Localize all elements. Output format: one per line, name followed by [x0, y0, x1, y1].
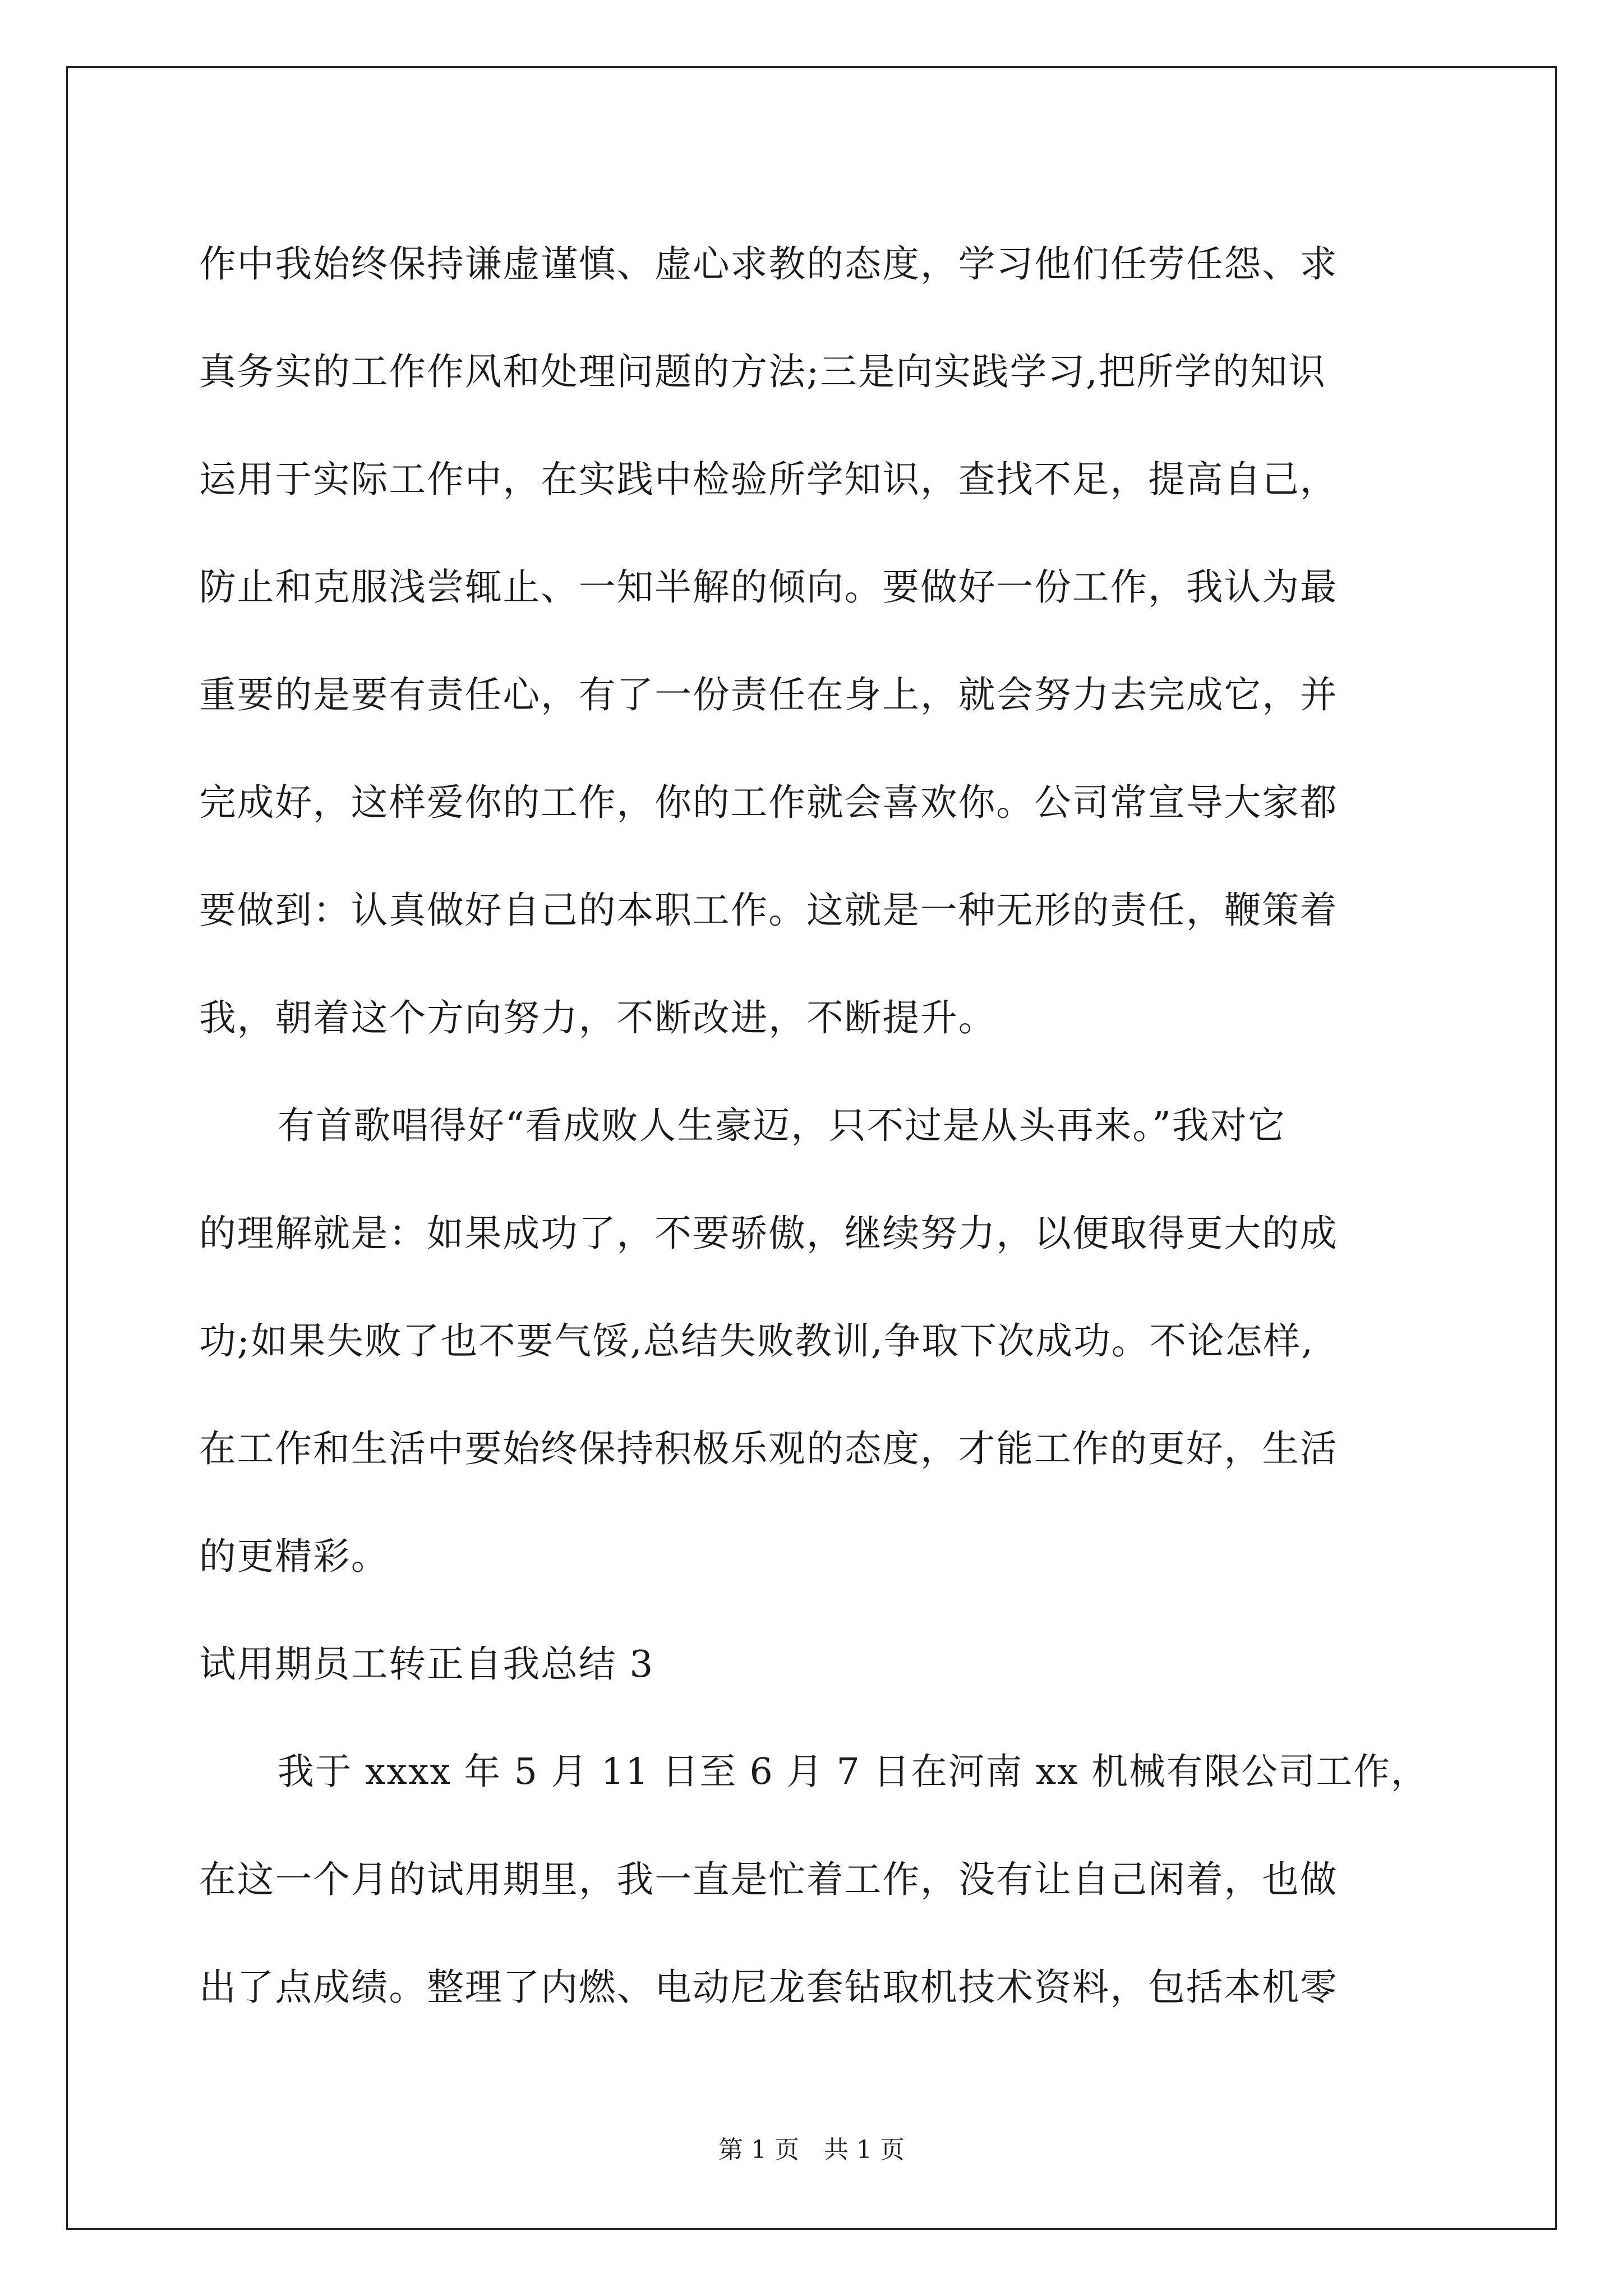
text-line: 作中我始终保持谦虚谨慎、虚心求教的态度，学习他们任劳任怨、求	[199, 243, 1338, 286]
text-line: 在这一个月的试用期里，我一直是忙着工作，没有让自己闲着，也做	[199, 1858, 1338, 1901]
page-footer	[0, 2133, 1623, 2167]
text-line: 出了点成绩。整理了内燃、电动尼龙套钻取机技术资料，包括本机零	[199, 1966, 1338, 2009]
text-line: 我，朝着这个方向努力，不断改进，不断提升。	[199, 997, 997, 1039]
text-line: 功;如果失败了也不要气馁,总结失败教训,争取下次成功。不论怎样,	[199, 1320, 1315, 1363]
text-line: 防止和克服浅尝辄止、一知半解的倾向。要做好一份工作，我认为最	[199, 566, 1338, 609]
text-line: 完成好，这样爱你的工作，你的工作就会喜欢你。公司常宣导大家都	[199, 781, 1338, 824]
text-line: 要做到：认真做好自己的本职工作。这就是一种无形的责任，鞭策着	[199, 889, 1338, 932]
text-line: 的理解就是：如果成功了，不要骄傲，继续努力，以便取得更大的成	[199, 1212, 1338, 1255]
section-heading: 试用期员工转正自我总结 3	[199, 1643, 654, 1686]
paragraph-start-line: 我于 xxxx 年 5 月 11 日至 6 月 7 日在河南 xx 机械有限公司工作，	[278, 1751, 1428, 1793]
page-number: 第 1 页 共 1 页	[718, 2136, 905, 2164]
text-line: 运用于实际工作中，在实践中检验所学知识，查找不足，提高自己，	[199, 458, 1338, 501]
paragraph-start-line: 有首歌唱得好“看成败人生豪迈，只不过是从头再来。”我对它	[278, 1105, 1286, 1147]
text-line: 重要的是要有责任心，有了一份责任在身上，就会努力去完成它，并	[199, 674, 1338, 716]
text-line: 在工作和生活中要始终保持积极乐观的态度，才能工作的更好，生活	[199, 1428, 1338, 1470]
document-body	[199, 210, 1433, 2041]
text-line: 真务实的工作作风和处理问题的方法;三是向实践学习,把所学的知识	[199, 351, 1326, 393]
text-line: 的更精彩。	[199, 1535, 389, 1578]
